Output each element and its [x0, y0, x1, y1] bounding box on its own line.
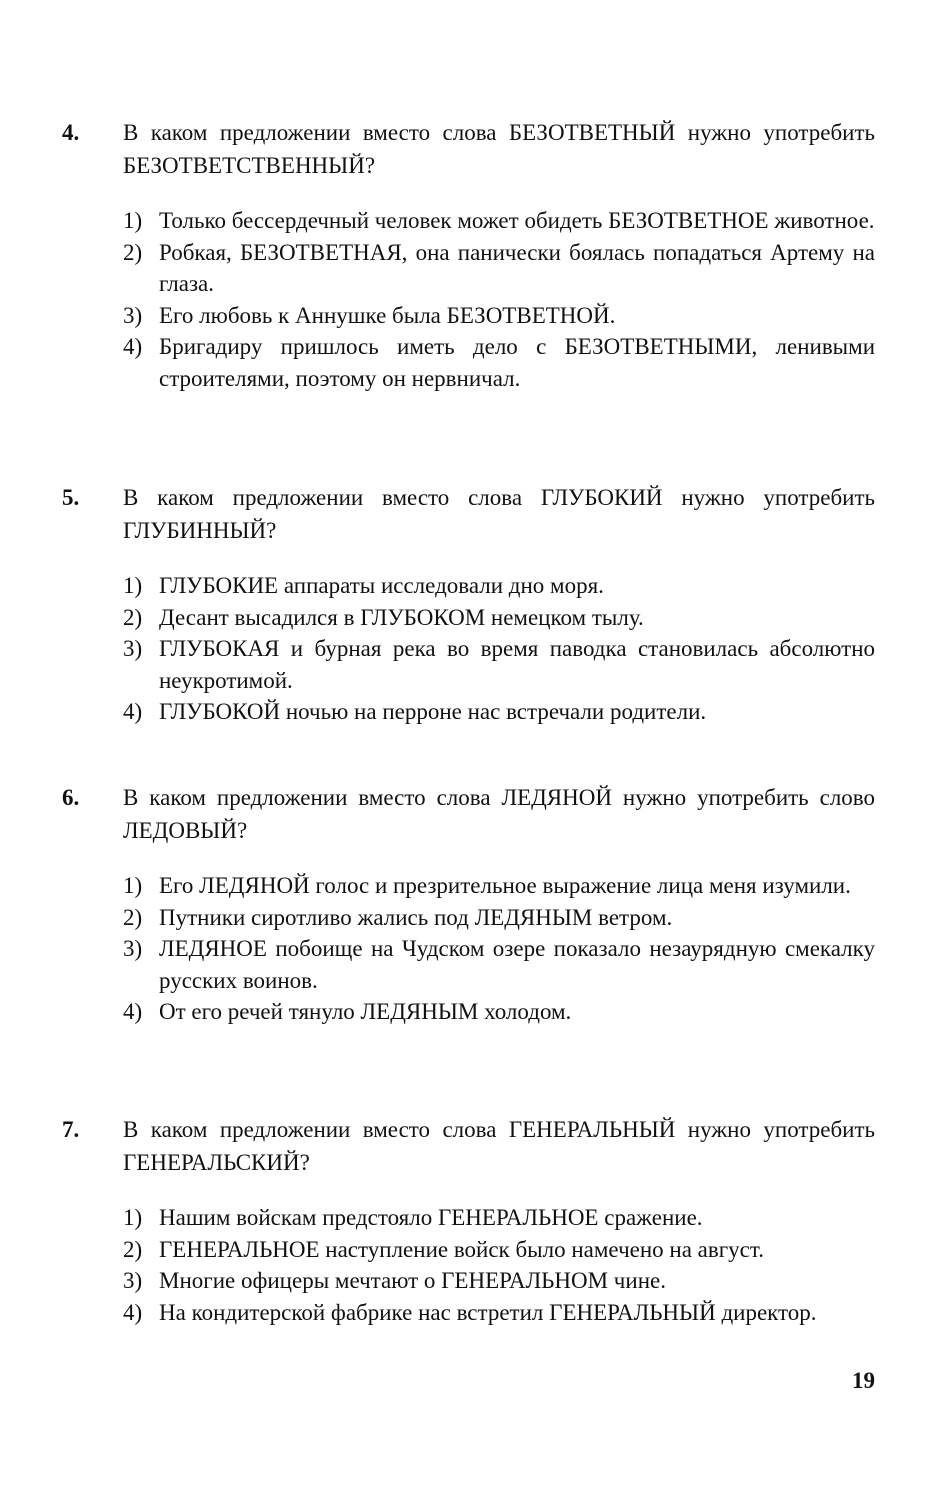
answer-option [123, 602, 875, 634]
option-text: ГЛУБОКОЙ ночью на перроне нас встречали родители. [159, 699, 707, 724]
option-text: Бригадиру пришлось иметь дело с БЕЗОТВЕТНЫМИ, ленивыми строителями, поэтому он нервничал. [159, 334, 875, 391]
answer-option [123, 996, 875, 1028]
answer-option [123, 237, 875, 300]
option-text: Его ЛЕДЯНОЙ голос и презрительное выражение лица меня изумили. [159, 873, 851, 898]
question-text: В каком предложении вместо слова ГЕНЕРАЛЬНЫЙ нужно употребить ГЕНЕРАЛЬСКИЙ? [123, 1117, 875, 1175]
answer-options [123, 570, 875, 728]
option-number: 1) [123, 573, 143, 598]
option-number: 1) [123, 1205, 143, 1230]
answer-option [123, 1234, 875, 1266]
option-number: 3) [123, 302, 143, 328]
answer-option [123, 933, 875, 996]
option-number: 1) [123, 873, 143, 898]
option-number: 2) [123, 904, 143, 930]
option-text: ГЛУБОКИЕ аппараты исследовали дно моря. [159, 573, 604, 598]
answer-option [123, 205, 875, 237]
option-text: Путники сиротливо жались под ЛЕДЯНЫМ ветром. [159, 904, 673, 930]
answer-option [123, 300, 875, 332]
option-text: На кондитерской фабрике нас встретил ГЕНЕРАЛЬНЫЙ директор. [159, 1299, 817, 1325]
option-text: ЛЕДЯНОЕ побоище на Чудском озере показало незаурядную смекалку русских воинов. [159, 936, 875, 993]
option-text: Его любовь к Аннушке была БЕЗОТВЕТНОЙ. [159, 302, 616, 328]
answer-option [123, 1265, 875, 1297]
option-number: 3) [123, 636, 143, 661]
option-text: От его речей тянуло ЛЕДЯНЫМ холодом. [159, 999, 572, 1024]
answer-options [123, 1202, 875, 1328]
question-number: 7. [62, 1117, 80, 1142]
option-number: 2) [123, 1236, 143, 1262]
answer-option [123, 331, 875, 394]
answer-option [123, 1202, 875, 1234]
option-number: 3) [123, 1268, 143, 1293]
option-text: Многие офицеры мечтают о ГЕНЕРАЛЬНОМ чине. [159, 1268, 666, 1293]
question-number: 6. [62, 785, 80, 810]
answer-options [123, 870, 875, 1028]
option-number: 2) [123, 604, 143, 630]
option-number: 1) [123, 208, 143, 233]
answer-option [123, 1297, 875, 1329]
question-text: В каком предложении вместо слова БЕЗОТВЕТНЫЙ нужно употребить БЕЗОТВЕТСТВЕННЫЙ? [123, 120, 875, 178]
option-number: 3) [123, 936, 143, 961]
answer-option [123, 633, 875, 696]
answer-option [123, 902, 875, 934]
option-number: 4) [123, 334, 143, 359]
option-text: Десант высадился в ГЛУБОКОМ немецком тылу. [159, 604, 644, 630]
answer-option [123, 696, 875, 728]
question-number: 5. [62, 485, 80, 510]
question-text: В каком предложении вместо слова ЛЕДЯНОЙ нужно употребить слово ЛЕДОВЫЙ? [123, 785, 875, 843]
page-number: 19 [852, 1368, 875, 1393]
option-text: Только бессердечный человек может обидеть БЕЗОТВЕТНОЕ животное. [159, 208, 875, 233]
option-number: 4) [123, 999, 143, 1024]
question-text: В каком предложении вместо слова ГЛУБОКИЙ нужно употребить ГЛУБИННЫЙ? [123, 485, 875, 543]
answer-option [123, 870, 875, 902]
option-number: 4) [123, 699, 143, 724]
question-number: 4. [62, 120, 80, 145]
option-text: ГЕНЕРАЛЬНОЕ наступление войск было намечено на август. [159, 1236, 764, 1262]
option-text: Нашим войскам предстояло ГЕНЕРАЛЬНОЕ сражение. [159, 1205, 703, 1230]
answer-option [123, 570, 875, 602]
option-number: 4) [123, 1299, 143, 1325]
option-number: 2) [123, 239, 143, 265]
option-text: Робкая, БЕЗОТВЕТНАЯ, она панически боялась попадаться Артему на глаза. [159, 239, 875, 296]
option-text: ГЛУБОКАЯ и бурная река во время паводка становилась абсолютно неукротимой. [159, 636, 875, 693]
answer-options [123, 205, 875, 394]
